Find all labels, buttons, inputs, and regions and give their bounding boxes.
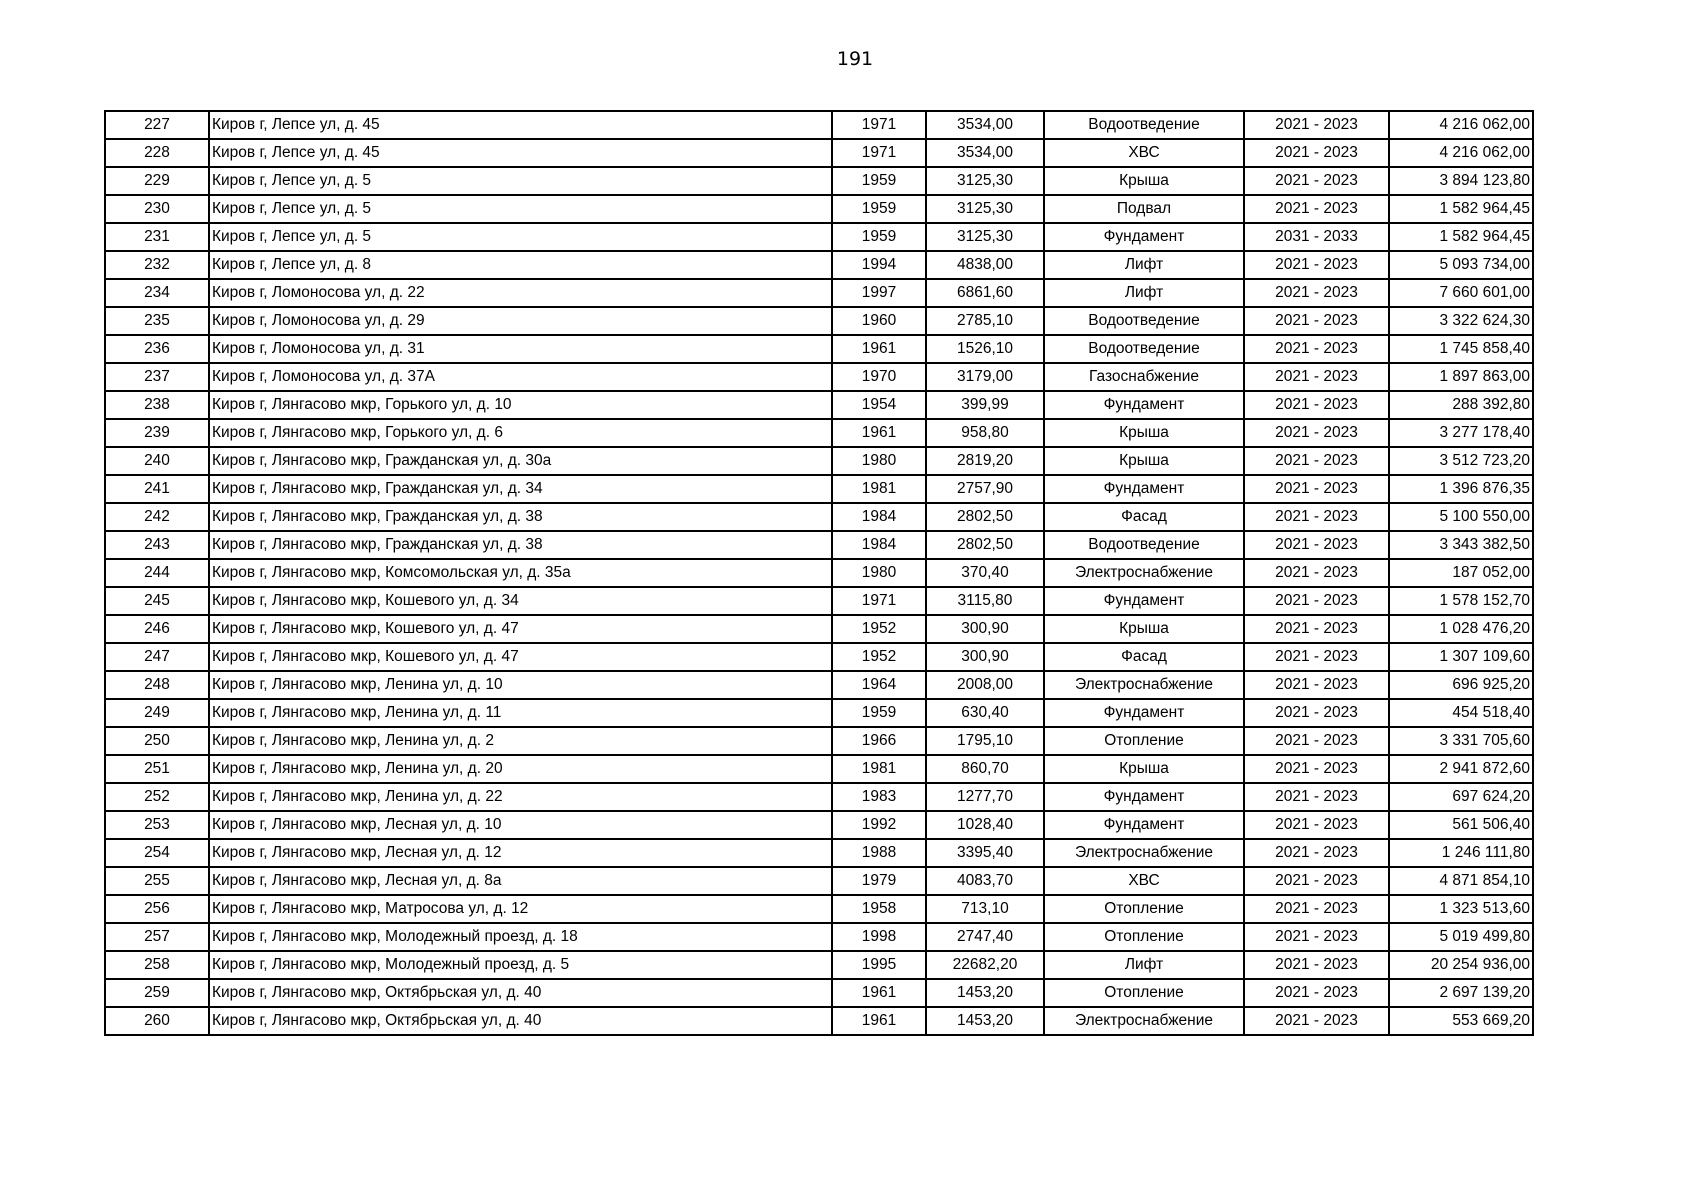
address-cell: Киров г, Лянгасово мкр, Молодежный проезд, д. 5: [209, 951, 832, 979]
address-cell: Киров г, Лянгасово мкр, Гражданская ул, д. 38: [209, 503, 832, 531]
row-number-cell: 228: [105, 139, 209, 167]
cost-cell: 697 624,20: [1389, 783, 1533, 811]
cost-cell: 1 307 109,60: [1389, 643, 1533, 671]
work-type-cell: Фасад: [1044, 503, 1244, 531]
address-cell: Киров г, Лянгасово мкр, Гражданская ул, д. 30а: [209, 447, 832, 475]
row-number-cell: 227: [105, 111, 209, 139]
year-built-cell: 1958: [832, 895, 926, 923]
area-cell: 3125,30: [926, 167, 1044, 195]
cost-cell: 1 028 476,20: [1389, 615, 1533, 643]
cost-cell: 7 660 601,00: [1389, 279, 1533, 307]
row-number-cell: 244: [105, 559, 209, 587]
cost-cell: 5 100 550,00: [1389, 503, 1533, 531]
period-cell: 2021 - 2023: [1244, 615, 1389, 643]
table-row: [105, 139, 1533, 167]
year-built-cell: 1961: [832, 979, 926, 1007]
table-row: [105, 447, 1533, 475]
row-number-cell: 250: [105, 727, 209, 755]
address-cell: Киров г, Лянгасово мкр, Горького ул, д. 10: [209, 391, 832, 419]
row-number-cell: 242: [105, 503, 209, 531]
work-type-cell: Фундамент: [1044, 391, 1244, 419]
area-cell: 2802,50: [926, 503, 1044, 531]
year-built-cell: 1981: [832, 475, 926, 503]
row-number-cell: 230: [105, 195, 209, 223]
period-cell: 2021 - 2023: [1244, 587, 1389, 615]
row-number-cell: 243: [105, 531, 209, 559]
row-number-cell: 256: [105, 895, 209, 923]
row-number-cell: 229: [105, 167, 209, 195]
table-row: [105, 531, 1533, 559]
work-type-cell: Отопление: [1044, 895, 1244, 923]
cost-cell: 3 331 705,60: [1389, 727, 1533, 755]
row-number-cell: 251: [105, 755, 209, 783]
address-cell: Киров г, Лянгасово мкр, Гражданская ул, д. 38: [209, 531, 832, 559]
area-cell: 2819,20: [926, 447, 1044, 475]
period-cell: 2021 - 2023: [1244, 475, 1389, 503]
area-cell: 3125,30: [926, 223, 1044, 251]
table-row: [105, 503, 1533, 531]
year-built-cell: 1984: [832, 531, 926, 559]
address-cell: Киров г, Лянгасово мкр, Комсомольская ул, д. 35а: [209, 559, 832, 587]
cost-cell: 20 254 936,00: [1389, 951, 1533, 979]
row-number-cell: 236: [105, 335, 209, 363]
year-built-cell: 1966: [832, 727, 926, 755]
work-type-cell: Крыша: [1044, 447, 1244, 475]
area-cell: 1028,40: [926, 811, 1044, 839]
area-cell: 6861,60: [926, 279, 1044, 307]
table-row: [105, 923, 1533, 951]
row-number-cell: 237: [105, 363, 209, 391]
year-built-cell: 1961: [832, 419, 926, 447]
address-cell: Киров г, Лянгасово мкр, Ленина ул, д. 11: [209, 699, 832, 727]
address-cell: Киров г, Ломоносова ул, д. 37А: [209, 363, 832, 391]
work-type-cell: Подвал: [1044, 195, 1244, 223]
cost-cell: 4 216 062,00: [1389, 111, 1533, 139]
row-number-cell: 257: [105, 923, 209, 951]
row-number-cell: 238: [105, 391, 209, 419]
address-cell: Киров г, Лепсе ул, д. 5: [209, 195, 832, 223]
row-number-cell: 246: [105, 615, 209, 643]
cost-cell: 3 894 123,80: [1389, 167, 1533, 195]
work-type-cell: Крыша: [1044, 615, 1244, 643]
work-type-cell: ХВС: [1044, 867, 1244, 895]
year-built-cell: 1952: [832, 615, 926, 643]
area-cell: 860,70: [926, 755, 1044, 783]
year-built-cell: 1984: [832, 503, 926, 531]
row-number-cell: 241: [105, 475, 209, 503]
table-row: [105, 475, 1533, 503]
year-built-cell: 1994: [832, 251, 926, 279]
period-cell: 2021 - 2023: [1244, 503, 1389, 531]
cost-cell: 3 512 723,20: [1389, 447, 1533, 475]
cost-cell: 5 093 734,00: [1389, 251, 1533, 279]
work-type-cell: Отопление: [1044, 923, 1244, 951]
address-cell: Киров г, Лепсе ул, д. 45: [209, 111, 832, 139]
address-cell: Киров г, Ломоносова ул, д. 31: [209, 335, 832, 363]
cost-cell: 1 582 964,45: [1389, 223, 1533, 251]
address-cell: Киров г, Лянгасово мкр, Лесная ул, д. 8а: [209, 867, 832, 895]
table-row: [105, 419, 1533, 447]
area-cell: 1526,10: [926, 335, 1044, 363]
work-type-cell: Крыша: [1044, 419, 1244, 447]
area-cell: 1795,10: [926, 727, 1044, 755]
work-type-cell: Отопление: [1044, 727, 1244, 755]
period-cell: 2021 - 2023: [1244, 363, 1389, 391]
table-row: [105, 615, 1533, 643]
work-type-cell: Фасад: [1044, 643, 1244, 671]
year-built-cell: 1959: [832, 167, 926, 195]
area-cell: 22682,20: [926, 951, 1044, 979]
row-number-cell: 245: [105, 587, 209, 615]
period-cell: 2021 - 2023: [1244, 923, 1389, 951]
work-type-cell: Крыша: [1044, 755, 1244, 783]
year-built-cell: 1964: [832, 671, 926, 699]
cost-cell: 561 506,40: [1389, 811, 1533, 839]
area-cell: 2785,10: [926, 307, 1044, 335]
row-number-cell: 249: [105, 699, 209, 727]
table-row: [105, 279, 1533, 307]
address-cell: Киров г, Лянгасово мкр, Октябрьская ул, д. 40: [209, 1007, 832, 1035]
cost-cell: 553 669,20: [1389, 1007, 1533, 1035]
period-cell: 2021 - 2023: [1244, 699, 1389, 727]
area-cell: 3534,00: [926, 111, 1044, 139]
row-number-cell: 235: [105, 307, 209, 335]
cost-cell: 1 323 513,60: [1389, 895, 1533, 923]
address-cell: Киров г, Лянгасово мкр, Кошевого ул, д. 47: [209, 615, 832, 643]
row-number-cell: 231: [105, 223, 209, 251]
period-cell: 2021 - 2023: [1244, 1007, 1389, 1035]
work-type-cell: Отопление: [1044, 979, 1244, 1007]
table-row: [105, 167, 1533, 195]
table-row: [105, 811, 1533, 839]
work-type-cell: Лифт: [1044, 279, 1244, 307]
cost-cell: 1 396 876,35: [1389, 475, 1533, 503]
row-number-cell: 240: [105, 447, 209, 475]
work-type-cell: Водоотведение: [1044, 111, 1244, 139]
cost-cell: 3 343 382,50: [1389, 531, 1533, 559]
table-row: [105, 951, 1533, 979]
area-cell: 4083,70: [926, 867, 1044, 895]
table-row: [105, 671, 1533, 699]
period-cell: 2021 - 2023: [1244, 727, 1389, 755]
period-cell: 2021 - 2023: [1244, 447, 1389, 475]
period-cell: 2021 - 2023: [1244, 111, 1389, 139]
year-built-cell: 1960: [832, 307, 926, 335]
period-cell: 2021 - 2023: [1244, 811, 1389, 839]
cost-cell: 1 897 863,00: [1389, 363, 1533, 391]
cost-cell: 187 052,00: [1389, 559, 1533, 587]
year-built-cell: 1971: [832, 139, 926, 167]
cost-cell: 3 322 624,30: [1389, 307, 1533, 335]
cost-cell: 3 277 178,40: [1389, 419, 1533, 447]
period-cell: 2021 - 2023: [1244, 979, 1389, 1007]
repair-schedule-table: [104, 110, 1534, 1036]
page-number: 191: [836, 48, 874, 70]
year-built-cell: 1992: [832, 811, 926, 839]
cost-cell: 1 582 964,45: [1389, 195, 1533, 223]
period-cell: 2021 - 2023: [1244, 643, 1389, 671]
area-cell: 958,80: [926, 419, 1044, 447]
period-cell: 2021 - 2023: [1244, 951, 1389, 979]
cost-cell: 696 925,20: [1389, 671, 1533, 699]
work-type-cell: Фундамент: [1044, 811, 1244, 839]
work-type-cell: Электроснабжение: [1044, 671, 1244, 699]
table-row: [105, 783, 1533, 811]
address-cell: Киров г, Лепсе ул, д. 8: [209, 251, 832, 279]
work-type-cell: Электроснабжение: [1044, 839, 1244, 867]
cost-cell: 2 941 872,60: [1389, 755, 1533, 783]
work-type-cell: Лифт: [1044, 251, 1244, 279]
year-built-cell: 1980: [832, 559, 926, 587]
year-built-cell: 1959: [832, 223, 926, 251]
table-row: [105, 391, 1533, 419]
area-cell: 1453,20: [926, 1007, 1044, 1035]
address-cell: Киров г, Ломоносова ул, д. 29: [209, 307, 832, 335]
table-row: [105, 251, 1533, 279]
year-built-cell: 1981: [832, 755, 926, 783]
period-cell: 2021 - 2023: [1244, 307, 1389, 335]
address-cell: Киров г, Лянгасово мкр, Ленина ул, д. 20: [209, 755, 832, 783]
year-built-cell: 1988: [832, 839, 926, 867]
period-cell: 2021 - 2023: [1244, 419, 1389, 447]
row-number-cell: 248: [105, 671, 209, 699]
work-type-cell: Газоснабжение: [1044, 363, 1244, 391]
period-cell: 2021 - 2023: [1244, 839, 1389, 867]
table-body: [105, 111, 1533, 1035]
address-cell: Киров г, Лянгасово мкр, Молодежный проезд, д. 18: [209, 923, 832, 951]
area-cell: 1277,70: [926, 783, 1044, 811]
year-built-cell: 1995: [832, 951, 926, 979]
table-row: [105, 111, 1533, 139]
area-cell: 3125,30: [926, 195, 1044, 223]
year-built-cell: 1970: [832, 363, 926, 391]
address-cell: Киров г, Лянгасово мкр, Ленина ул, д. 22: [209, 783, 832, 811]
table-row: [105, 587, 1533, 615]
area-cell: 1453,20: [926, 979, 1044, 1007]
period-cell: 2021 - 2023: [1244, 783, 1389, 811]
period-cell: 2031 - 2033: [1244, 223, 1389, 251]
period-cell: 2021 - 2023: [1244, 195, 1389, 223]
address-cell: Киров г, Лянгасово мкр, Лесная ул, д. 10: [209, 811, 832, 839]
area-cell: 4838,00: [926, 251, 1044, 279]
address-cell: Киров г, Лянгасово мкр, Лесная ул, д. 12: [209, 839, 832, 867]
row-number-cell: 253: [105, 811, 209, 839]
year-built-cell: 1983: [832, 783, 926, 811]
area-cell: 370,40: [926, 559, 1044, 587]
cost-cell: 2 697 139,20: [1389, 979, 1533, 1007]
area-cell: 630,40: [926, 699, 1044, 727]
year-built-cell: 1961: [832, 1007, 926, 1035]
period-cell: 2021 - 2023: [1244, 335, 1389, 363]
address-cell: Киров г, Лянгасово мкр, Горького ул, д. 6: [209, 419, 832, 447]
table-row: [105, 363, 1533, 391]
address-cell: Киров г, Лянгасово мкр, Ленина ул, д. 10: [209, 671, 832, 699]
work-type-cell: Фундамент: [1044, 783, 1244, 811]
table-row: [105, 307, 1533, 335]
address-cell: Киров г, Лянгасово мкр, Октябрьская ул, д. 40: [209, 979, 832, 1007]
period-cell: 2021 - 2023: [1244, 251, 1389, 279]
cost-cell: 4 871 854,10: [1389, 867, 1533, 895]
period-cell: 2021 - 2023: [1244, 391, 1389, 419]
table-row: [105, 195, 1533, 223]
cost-cell: 1 745 858,40: [1389, 335, 1533, 363]
area-cell: 399,99: [926, 391, 1044, 419]
table-row: [105, 755, 1533, 783]
year-built-cell: 1961: [832, 335, 926, 363]
year-built-cell: 1952: [832, 643, 926, 671]
table-row: [105, 867, 1533, 895]
row-number-cell: 234: [105, 279, 209, 307]
table-row: [105, 1007, 1533, 1035]
table-row: [105, 895, 1533, 923]
cost-cell: 4 216 062,00: [1389, 139, 1533, 167]
cost-cell: 288 392,80: [1389, 391, 1533, 419]
row-number-cell: 259: [105, 979, 209, 1007]
area-cell: 3115,80: [926, 587, 1044, 615]
cost-cell: 1 578 152,70: [1389, 587, 1533, 615]
address-cell: Киров г, Лепсе ул, д. 5: [209, 167, 832, 195]
year-built-cell: 1959: [832, 699, 926, 727]
year-built-cell: 1980: [832, 447, 926, 475]
row-number-cell: 255: [105, 867, 209, 895]
table-row: [105, 839, 1533, 867]
year-built-cell: 1979: [832, 867, 926, 895]
work-type-cell: Крыша: [1044, 167, 1244, 195]
area-cell: 3179,00: [926, 363, 1044, 391]
row-number-cell: 239: [105, 419, 209, 447]
year-built-cell: 1959: [832, 195, 926, 223]
area-cell: 3534,00: [926, 139, 1044, 167]
area-cell: 300,90: [926, 643, 1044, 671]
work-type-cell: Электроснабжение: [1044, 559, 1244, 587]
area-cell: 713,10: [926, 895, 1044, 923]
period-cell: 2021 - 2023: [1244, 531, 1389, 559]
period-cell: 2021 - 2023: [1244, 671, 1389, 699]
address-cell: Киров г, Лепсе ул, д. 5: [209, 223, 832, 251]
row-number-cell: 254: [105, 839, 209, 867]
year-built-cell: 1971: [832, 587, 926, 615]
period-cell: 2021 - 2023: [1244, 139, 1389, 167]
cost-cell: 1 246 111,80: [1389, 839, 1533, 867]
address-cell: Киров г, Ломоносова ул, д. 22: [209, 279, 832, 307]
period-cell: 2021 - 2023: [1244, 559, 1389, 587]
table-row: [105, 559, 1533, 587]
address-cell: Киров г, Лепсе ул, д. 45: [209, 139, 832, 167]
row-number-cell: 258: [105, 951, 209, 979]
year-built-cell: 1954: [832, 391, 926, 419]
area-cell: 2802,50: [926, 531, 1044, 559]
table-row: [105, 979, 1533, 1007]
period-cell: 2021 - 2023: [1244, 279, 1389, 307]
area-cell: 2757,90: [926, 475, 1044, 503]
address-cell: Киров г, Лянгасово мкр, Ленина ул, д. 2: [209, 727, 832, 755]
table-row: [105, 643, 1533, 671]
table-row: [105, 699, 1533, 727]
period-cell: 2021 - 2023: [1244, 867, 1389, 895]
area-cell: 2747,40: [926, 923, 1044, 951]
row-number-cell: 260: [105, 1007, 209, 1035]
work-type-cell: Фундамент: [1044, 223, 1244, 251]
address-cell: Киров г, Лянгасово мкр, Кошевого ул, д. 34: [209, 587, 832, 615]
work-type-cell: Электроснабжение: [1044, 1007, 1244, 1035]
table-row: [105, 223, 1533, 251]
row-number-cell: 252: [105, 783, 209, 811]
period-cell: 2021 - 2023: [1244, 167, 1389, 195]
area-cell: 2008,00: [926, 671, 1044, 699]
work-type-cell: Водоотведение: [1044, 335, 1244, 363]
area-cell: 3395,40: [926, 839, 1044, 867]
work-type-cell: Фундамент: [1044, 475, 1244, 503]
row-number-cell: 232: [105, 251, 209, 279]
year-built-cell: 1998: [832, 923, 926, 951]
period-cell: 2021 - 2023: [1244, 895, 1389, 923]
address-cell: Киров г, Лянгасово мкр, Гражданская ул, д. 34: [209, 475, 832, 503]
work-type-cell: Водоотведение: [1044, 531, 1244, 559]
area-cell: 300,90: [926, 615, 1044, 643]
work-type-cell: Фундамент: [1044, 587, 1244, 615]
work-type-cell: Водоотведение: [1044, 307, 1244, 335]
year-built-cell: 1997: [832, 279, 926, 307]
cost-cell: 454 518,40: [1389, 699, 1533, 727]
table-row: [105, 335, 1533, 363]
work-type-cell: Фундамент: [1044, 699, 1244, 727]
period-cell: 2021 - 2023: [1244, 755, 1389, 783]
table-row: [105, 727, 1533, 755]
address-cell: Киров г, Лянгасово мкр, Матросова ул, д. 12: [209, 895, 832, 923]
cost-cell: 5 019 499,80: [1389, 923, 1533, 951]
year-built-cell: 1971: [832, 111, 926, 139]
row-number-cell: 247: [105, 643, 209, 671]
work-type-cell: Лифт: [1044, 951, 1244, 979]
address-cell: Киров г, Лянгасово мкр, Кошевого ул, д. 47: [209, 643, 832, 671]
work-type-cell: ХВС: [1044, 139, 1244, 167]
